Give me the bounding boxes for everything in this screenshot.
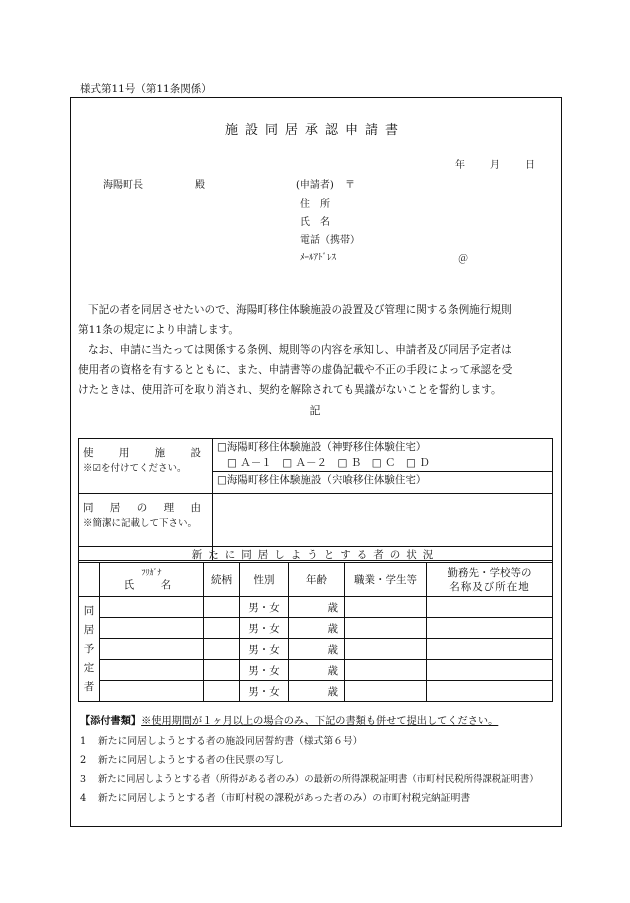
attachments-note: ※使用期間が１ヶ月以上の場合のみ、下記の書類も併せて提出してください。 — [141, 716, 499, 727]
list-item: 4 新たに同居しようとする者（市町村税の課税があった者のみ）の市町村税完納証明書 — [80, 793, 471, 804]
address-label: 住 所 — [300, 199, 330, 210]
workplace-input[interactable] — [427, 660, 553, 681]
facility-table — [78, 438, 553, 561]
workplace-input[interactable] — [427, 639, 553, 660]
relation-input[interactable] — [204, 597, 240, 618]
name-input[interactable] — [100, 639, 204, 660]
facility-options-cell — [213, 439, 553, 494]
phone-label: 電話（携帯） — [300, 235, 360, 246]
header-furigana: ﾌﾘｶﾞﾅ — [141, 568, 162, 577]
header-age: 年齢 — [289, 563, 345, 597]
header-relation: 続柄 — [204, 563, 240, 597]
cohabitant-side-label: 同 居 予 定 者 — [79, 597, 100, 702]
header-name — [100, 563, 204, 597]
form-number: 様式第11号（第11条関係） — [80, 83, 212, 95]
header-occupation: 職業・学生等 — [345, 563, 427, 597]
age-input[interactable]: 歳 — [289, 618, 345, 639]
occupation-input[interactable] — [345, 597, 427, 618]
age-input[interactable]: 歳 — [289, 597, 345, 618]
email-at: ＠ — [458, 254, 468, 265]
list-item: 2 新たに同居しようとする者の住民票の写し — [80, 755, 285, 766]
workplace-input[interactable] — [427, 681, 553, 702]
occupation-input[interactable] — [345, 681, 427, 702]
occupation-input[interactable] — [345, 639, 427, 660]
relation-input[interactable] — [204, 639, 240, 660]
paragraph-1: 下記の者を同居させたいので、海陽町移住体験施設の設置及び管理に関する条例施行規則 第11条の規定により申請します。 — [78, 304, 512, 336]
header-name-label: 氏 名 — [123, 579, 180, 591]
recipient-honorific: 殿 — [195, 180, 205, 191]
header-blank — [79, 563, 100, 597]
date-year[interactable]: 年 — [455, 160, 465, 171]
cohabitant-table — [78, 546, 553, 702]
relation-input[interactable] — [204, 660, 240, 681]
list-item: 3 新たに同居しようとする者（所得がある者のみ）の最新の所得課税証明書（市町村民税所得課税証明書） — [80, 774, 539, 785]
facility-note: ※☑を付けてください。 — [83, 463, 187, 474]
workplace-input[interactable] — [427, 618, 553, 639]
table-row — [79, 639, 553, 660]
applicant-label: (申請者) — [296, 180, 334, 191]
reason-label: 同 居 の 理 由 — [83, 502, 201, 514]
reason-note: ※簡潔に記載して下さい。 — [83, 518, 198, 529]
gender-choice[interactable]: 男・女 — [240, 660, 289, 681]
facility-label: 使 用 施 設 — [83, 447, 201, 459]
date-day[interactable]: 日 — [525, 160, 535, 171]
email-label: ﾒｰﾙｱﾄﾞﾚｽ — [300, 253, 337, 263]
table-row — [79, 618, 553, 639]
age-input[interactable]: 歳 — [289, 639, 345, 660]
postal-mark[interactable]: 〒 — [345, 180, 355, 191]
name-input[interactable] — [100, 618, 204, 639]
facility-option-kannou[interactable]: □海陽町移住体験施設（神野移住体験住宅） — [217, 441, 427, 453]
name-input[interactable] — [100, 597, 204, 618]
gender-choice[interactable]: 男・女 — [240, 618, 289, 639]
facility-unit-options[interactable]: □ Ａ－１ □ Ａ－２ □ Ｂ □ Ｃ □ Ｄ — [227, 457, 430, 469]
table-row — [79, 681, 553, 702]
page-title: 施設同居承認申請書 — [224, 123, 405, 138]
paragraph-2: なお、申請に当たっては関係する条例、規則等の内容を承知し、申請者及び同居予定者は 使用者の資格を有するとともに、また、申請書等の虚偽記載や不正の手段によって承認を受 けたときは、使用許可を取り消され、契約を解除されても異議がないことを誓約します。 — [78, 344, 513, 396]
occupation-input[interactable] — [345, 618, 427, 639]
gender-choice[interactable]: 男・女 — [240, 597, 289, 618]
status-header: 新たに同居しようとする者の状況 — [79, 547, 553, 563]
name-label: 氏 名 — [300, 217, 330, 228]
attachments-heading: 【添付書類】 — [80, 715, 142, 727]
relation-input[interactable] — [204, 618, 240, 639]
workplace-input[interactable] — [427, 597, 553, 618]
recipient-name: 海陽町長 — [103, 180, 143, 191]
age-input[interactable]: 歳 — [289, 681, 345, 702]
age-input[interactable]: 歳 — [289, 660, 345, 681]
occupation-input[interactable] — [345, 660, 427, 681]
gender-choice[interactable]: 男・女 — [240, 681, 289, 702]
gender-choice[interactable]: 男・女 — [240, 639, 289, 660]
ki-heading: 記 — [309, 404, 321, 417]
list-item: 1 新たに同居しようとする者の施設同居誓約書（様式第６号） — [80, 736, 363, 747]
facility-option-shishikui[interactable]: □海陽町移住体験施設（宍喰移住体験住宅） — [213, 471, 552, 488]
relation-input[interactable] — [204, 681, 240, 702]
date-month[interactable]: 月 — [490, 160, 500, 171]
header-gender: 性別 — [240, 563, 289, 597]
table-row — [79, 597, 553, 618]
name-input[interactable] — [100, 681, 204, 702]
name-input[interactable] — [100, 660, 204, 681]
facility-label-cell — [79, 439, 213, 494]
attachments-heading-line — [80, 712, 498, 727]
header-workplace: 勤務先・学校等の 名称及び所在地 — [427, 563, 553, 597]
table-row — [79, 660, 553, 681]
